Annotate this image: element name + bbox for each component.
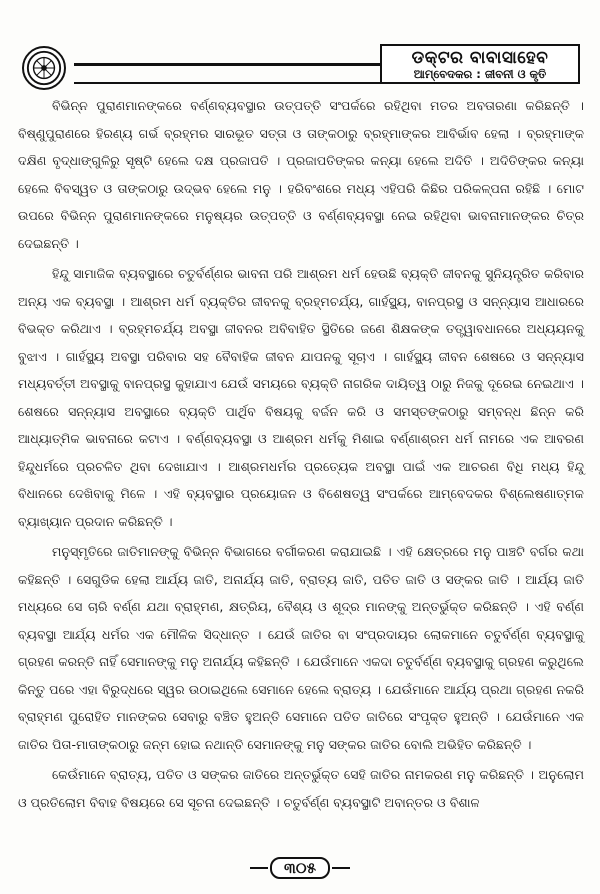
paragraph: କେଉଁମାନେ ବ୍ରାତ୍ୟ, ପତିତ ଓ ସଙ୍କର ଜାତିରେ ଅନ୍ତର୍ଭୁକ୍ତ ସେହି ଜାତିର ନାମକରଣ ମନୁ କରିଛନ୍ତି । ଅନୁଲୋମ ଓ ପ୍ରତିଲୋମ ବିବାହ ବିଷୟରେ ସେ ସୂଚନା ଦେଇଛନ୍ତି । ଚତୁର୍ବର୍ଣ୍ଣ ବ୍ୟବସ୍ଥାଟି ଅବାନ୍ତର ଓ ବିଶାଳ (18, 767, 584, 810)
header-rule-top (74, 63, 380, 66)
footer-rule-right (332, 867, 350, 869)
footer-rule-left (250, 867, 268, 869)
header-rule-bottom (74, 82, 380, 84)
page-header (0, 0, 600, 92)
book-title: ଡକ୍ଟର ବାବାସାହେବ (411, 48, 549, 68)
page-footer (250, 856, 350, 880)
emblem-logo (22, 46, 66, 90)
paragraph: ବିଭିନ୍ନ ପୁରାଣମାନଙ୍କରେ ବର୍ଣ୍ଣବ୍ୟବସ୍ଥାର ଉତ୍ପତ୍ତି ସଂପର୍କରେ ରହିଥିବା ମତର ଅବତାରଣା କରିଛନ୍ତି । ବିଷ୍ଣୁପୁରାଣରେ ହିରଣ୍ୟ ଗର୍ଭ ବ୍ରହ୍ମର ସାରଭୂତ ସତ୍ତା ଓ ତାଙ୍କଠାରୁ ବ୍ରହ୍ମାଙ୍କର ଆବିର୍ଭାବ ହେଲା । ବ୍ରହ୍ମାଙ୍କ ଦକ୍ଷିଣ ବୃଦ୍ଧାଙ୍ଗୁଳିରୁ ସୃଷ୍ଟି ହେଲେ ଦକ୍ଷ ପ୍ରଜାପତି । ପ୍ରଜାପତିଙ୍କର କନ୍ୟା ହେଲେ ଅଦିତି । ଅଦିତିଙ୍କର କନ୍ୟା ହେଲେ ବିବସ୍ୱତ ଓ ତାଙ୍କଠାରୁ ଉଦ୍ଭବ ହେଲେ ମନୁ । ହରିବଂଶରେ ମଧ୍ୟ ଏହିପରି କିଛିର ପରିକଳ୍ପନା ରହିଛି । ମୋଟ ଉପରେ ବିଭିନ୍ନ ପୁରାଣମାନଙ୍କରେ ମନୁଷ୍ୟର ଉତ୍ପତ୍ତି ଓ ବର୍ଣ୍ଣବ୍ୟବସ୍ଥା ନେଇ ରହିଥିବା ଭାବନାମାନଙ୍କର ଚିତ୍ର ଦେଇଛନ୍ତି । (18, 98, 584, 251)
ashoka-chakra-icon (25, 49, 63, 87)
paragraph: ମନୁସ୍ମୃତିରେ ଜାତିମାନଙ୍କୁ ବିଭିନ୍ନ ବିଭାଗରେ ବର୍ଗୀକରଣ କରାଯାଇଛି । ଏହି କ୍ଷେତ୍ରରେ ମନୁ ପାଞ୍ଚଟି ବର୍ଗର କଥା କହିଛନ୍ତି । ସେଗୁଡିକ ହେଲା ଆର୍ଯ୍ୟ ଜାତି, ଅନାର୍ଯ୍ୟ ଜାତି, ବ୍ରାତ୍ୟ ଜାତି, ପତିତ ଜାତି ଓ ସଙ୍କର ଜାତି । ଆର୍ଯ୍ୟ ଜାତି ମଧ୍ୟରେ ସେ ଚାରି ବର୍ଣ୍ଣ ଯଥା ବ୍ରାହ୍ମଣ, କ୍ଷତ୍ରିୟ, ବୈଶ୍ୟ ଓ ଶୂଦ୍ର ମାନଙ୍କୁ ଅନ୍ତର୍ଭୁକ୍ତ କରିଛନ୍ତି । ଏହି ବର୍ଣ୍ଣ ବ୍ୟବସ୍ଥା ଆର୍ଯ୍ୟ ଧର୍ମର ଏକ ମୌଳିକ ସିଦ୍ଧାନ୍ତ । ଯେଉଁ ଜାତିର ବା ସଂପ୍ରଦାୟର ଲୋକମାନେ ଚତୁର୍ବର୍ଣ୍ଣ ବ୍ୟବସ୍ଥାକୁ ଗ୍ରହଣ କରନ୍ତି ନାହିଁ ସେମାନଙ୍କୁ ମନୁ ଅନାର୍ଯ୍ୟ କହିଛନ୍ତି । ଯେଉଁମାନେ ଏକଦା ଚତୁର୍ବର୍ଣ୍ଣ ବ୍ୟବସ୍ଥାକୁ ଗ୍ରହଣ କରୁଥିଲେ କିନ୍ତୁ ପରେ ଏହା ବିରୁଦ୍ଧରେ ସ୍ୱର ଉଠାଇଥିଲେ ସେମାନେ ହେଲେ ବ୍ରାତ୍ୟ । ଯେଉଁମାନେ ଆର୍ଯ୍ୟ ପ୍ରଥା ଗ୍ରହଣ ନକରି ବ୍ରାହ୍ମଣ ପୁରୋହିତ ମାନଙ୍କର ସେବାରୁ ବଞ୍ଚିତ ହୁଅନ୍ତି ସେମାନେ ପତିତ ଜାତିରେ ସଂପୃକ୍ତ ହୁଅନ୍ତି । ଯେଉଁମାନେ ଏକ ଜାତିର ପିତା-ମାତାଙ୍କଠାରୁ ଜନ୍ମ ହୋଇ ନଥାନ୍ତି ସେମାନଙ୍କୁ ମନୁ ସଙ୍କର ଜାତିର ବୋଲି ଅଭିହିତ କରିଛନ୍ତି । (18, 544, 584, 752)
book-subtitle: ଆମ୍ବେଦକର : ଜୀବନୀ ଓ କୃତି (413, 67, 547, 81)
paragraph: ହିନ୍ଦୁ ସାମାଜିକ ବ୍ୟବସ୍ଥାରେ ଚତୁର୍ବର୍ଣ୍ଣର ଭାବନା ପରି ଆଶ୍ରମ ଧର୍ମ ହେଉଛି ବ୍ୟକ୍ତି ଜୀବନକୁ ସୁନିୟନ୍ତ୍ରିତ କରିବାର ଅନ୍ୟ ଏକ ବ୍ୟବସ୍ଥା । ଆଶ୍ରମ ଧର୍ମ ବ୍ୟକ୍ତିର ଜୀବନକୁ ବ୍ରହ୍ମଚର୍ଯ୍ୟ, ଗାର୍ହସ୍ଥ୍ୟ, ବାନପ୍ରସ୍ଥ ଓ ସନ୍ନ୍ୟାସ ଆଧାରରେ ବିଭକ୍ତ କରିଥାଏ । ବ୍ରହ୍ମଚର୍ଯ୍ୟ ଅବସ୍ଥା ଜୀବନର ଅବିବାହିତ ସ୍ଥିତିରେ ଜଣେ ଶିକ୍ଷକଙ୍କ ତତ୍ତ୍ୱାବଧାନରେ ଅଧ୍ୟୟନକୁ ବୁଝାଏ । ଗାର୍ହସ୍ଥ୍ୟ ଅବସ୍ଥା ପରିବାର ସହ ବୈବାହିକ ଜୀବନ ଯାପନକୁ ସୂଚାଏ । ଗାର୍ହସ୍ଥ୍ୟ ଜୀବନ ଶେଷରେ ଓ ସନ୍ନ୍ୟାସ ମଧ୍ୟବର୍ତ୍ତୀ ଅବସ୍ଥାକୁ ବାନପ୍ରସ୍ଥ କୁହାଯାଏ ଯେଉଁ ସମୟରେ ବ୍ୟକ୍ତି ନାଗରିକ ଦାୟିତ୍ୱ ଠାରୁ ନିଜକୁ ଦୂରେଇ ନେଇଥାଏ । ଶେଷରେ ସନ୍ନ୍ୟାସ ଅବସ୍ଥାରେ ବ୍ୟକ୍ତି ପାର୍ଥିବ ବିଷୟକୁ ବର୍ଜନ କରି ଓ ସମସ୍ତଙ୍କଠାରୁ ସମ୍ବନ୍ଧ ଛିନ୍ନ କରି ଆଧ୍ୟାତ୍ମିକ ଭାବନାରେ କଟାଏ । ବର୍ଣ୍ଣବ୍ୟବସ୍ଥା ଓ ଆଶ୍ରମ ଧର୍ମକୁ ମିଶାଇ ବର୍ଣ୍ଣାଶ୍ରମ ଧର୍ମ ନାମରେ ଏକ ଆବରଣ ହିନ୍ଦୁଧର୍ମରେ ପ୍ରଚଳିତ ଥିବା ଦେଖାଯାଏ । ଆଶ୍ରମଧର୍ମର ପ୍ରତ୍ୟେକ ଅବସ୍ଥା ପାଇଁ ଏକ ଆଚରଣ ବିଧି ମଧ୍ୟ ହିନ୍ଦୁ ବିଧାନରେ ଦେଖିବାକୁ ମିଳେ । ଏହି ବ୍ୟବସ୍ଥାର ପ୍ରୟୋଜନ ଓ ବିଶେଷତ୍ୱ ସଂପର୍କରେ ଆମ୍ବେଦକର ବିଶ୍ଲେଷଣାତ୍ମକ ବ୍ୟାଖ୍ୟାନ ପ୍ରଦାନ କରିଛନ୍ତି । (18, 266, 584, 529)
book-title-box (380, 44, 580, 84)
page-number: ୩୦୫ (270, 857, 330, 879)
page-body (18, 92, 584, 819)
